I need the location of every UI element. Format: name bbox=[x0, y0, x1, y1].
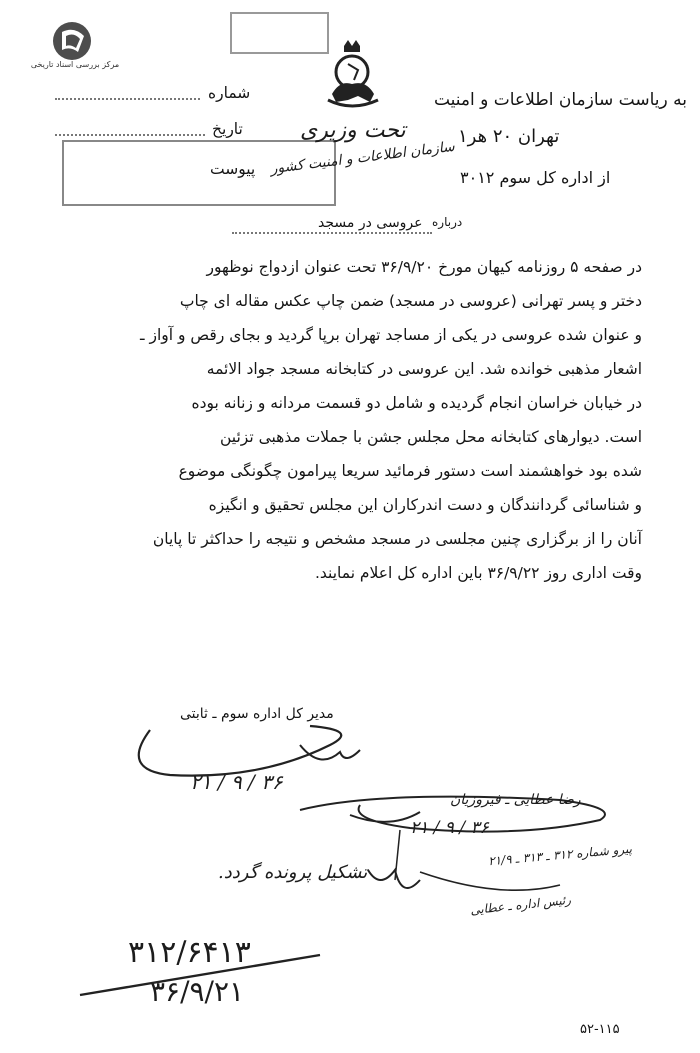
subject-label: درباره bbox=[432, 215, 463, 229]
number-label: شماره bbox=[208, 84, 251, 102]
body-line: است. دیوارهای کتابخانه محل مجلس جشن با جملات مذهبی تزئین bbox=[219, 428, 642, 446]
date-label: تاریخ bbox=[212, 120, 243, 138]
archive-logo-caption: مرکز بررسی اسناد تاریخی bbox=[30, 60, 120, 69]
handwritten-date-1: ۲۱ / ۹ / ۳۶ bbox=[190, 770, 283, 794]
handwritten-name-2: رضا عطایی ـ فیروزیان bbox=[450, 792, 581, 808]
body-line: و شناسائی گردانندگان و دست اندرکاران این مجلس تحقیق و انگیزه bbox=[208, 496, 642, 514]
file-number: ۳۱۲/۶۴۱۳ bbox=[128, 935, 251, 970]
handwritten-note-3: پیرو شماره ۳۱۲ ـ ۳۱۳ ـ ۲۱/۹ bbox=[487, 841, 633, 869]
body-line: آنان را از برگزاری چنین مجلسی در مسجد مشخص و نتیجه را حداکثر تا پایان bbox=[152, 530, 642, 548]
body-line: و عنوان شده عروسی در یکی از مساجد تهران برپا گردید و بجای رقص و آواز ـ bbox=[140, 326, 642, 344]
director-signature-line: مدیر کل اداره سوم ـ ثابتی bbox=[180, 706, 334, 722]
confidential-handwriting: تحت وزیری bbox=[300, 118, 406, 143]
page-code: ۵۲-۱۱۵ bbox=[580, 1022, 620, 1037]
stamp-org-text: سازمان اطلاعات و امنیت کشور bbox=[269, 138, 456, 178]
body-line: دختر و پسر تهرانی (عروسی در مسجد) ضمن چاپ عکس مقاله ای چاپ bbox=[179, 292, 642, 310]
handwritten-date-2: ۲۱ / ۹ / ۳۶ bbox=[410, 818, 489, 838]
org-heading: به ریاست سازمان اطلاعات و امنیت bbox=[433, 90, 687, 110]
city-date: تهران ۲۰ هر۱ bbox=[458, 126, 560, 147]
body-line: در خیابان خراسان انجام گردیده و شامل دو قسمت مردانه و زنانه بوده bbox=[191, 394, 642, 412]
body-line: شده بود خواهشمند است دستور فرمائید سریعا پیرامون چگونگی موضوع bbox=[178, 462, 642, 480]
body-line: وقت اداری روز ۳۶/۹/۲۲ باین اداره کل اعلام نمایند. bbox=[314, 564, 642, 582]
body-line: در صفحه ۵ روزنامه کیهان مورخ ۳۶/۹/۲۰ تحت عنوان ازدواج نوظهور bbox=[206, 258, 642, 276]
final-date: ۳۶/۹/۲۱ bbox=[150, 975, 245, 1008]
handwritten-instruction: تشکیل پرونده گردد. bbox=[218, 862, 368, 883]
handwritten-note-4: رئیس اداره ـ عطایی bbox=[469, 892, 572, 918]
subject-text: عروسی در مسجد bbox=[318, 215, 423, 231]
from-department: از اداره کل سوم ۳۰۱۲ bbox=[460, 168, 611, 187]
attachment-label: پیوست bbox=[210, 160, 256, 178]
body-line: اشعار مذهبی خوانده شد. این عروسی در کتابخانه مسجد جواد الائمه bbox=[206, 360, 642, 378]
